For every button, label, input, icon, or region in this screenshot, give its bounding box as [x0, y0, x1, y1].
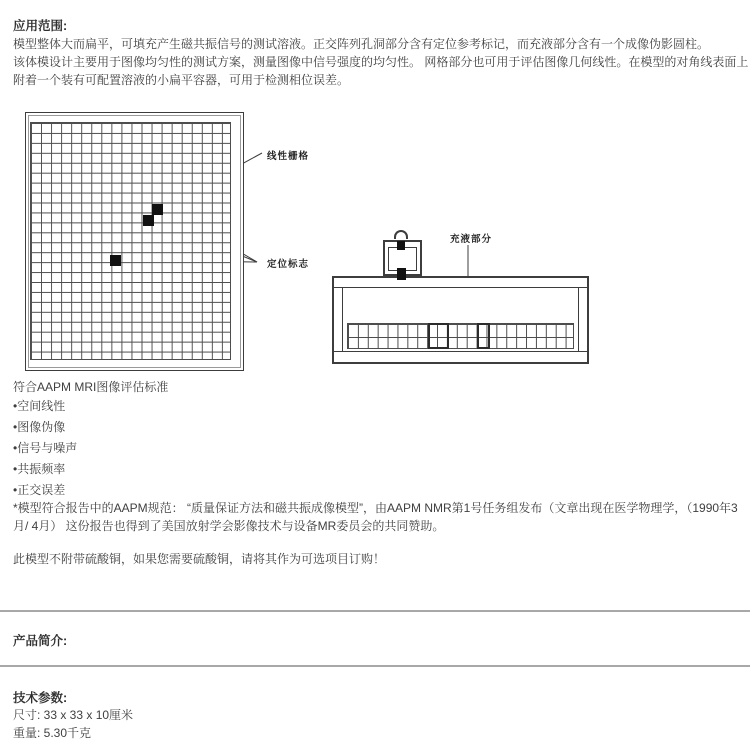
- section-divider: [0, 665, 750, 667]
- copper-sulfate-note: 此模型不附带硫酸铜，如果您需要硫酸铜，请将其作为可选项目订购！: [13, 552, 386, 566]
- position-markers-label: 定位标志: [267, 259, 310, 270]
- application-paragraph-1: 模型整体大而扁平，可填充产生磁共振信号的测试溶液。正交阵列孔洞部分含有定位参考标记，而充液部分含有一个成像伪影圆柱。: [13, 37, 710, 51]
- standards-item: •正交误差: [13, 483, 66, 497]
- position-marker-square: [143, 215, 154, 226]
- side-grid-accent-cell: [428, 323, 449, 349]
- position-marker-square: [152, 204, 163, 215]
- side-bottom-wall: [334, 351, 587, 362]
- side-right-wall: [578, 288, 579, 351]
- side-left-wall: [342, 288, 343, 351]
- side-top-wall: [334, 278, 587, 288]
- spec-dimensions: 尺寸: 33 x 33 x 10厘米: [13, 708, 134, 722]
- specs-heading: 技术参数:: [13, 691, 68, 705]
- container-plug-top: [397, 241, 405, 250]
- linear-grid: [30, 122, 231, 360]
- linear-grid-label: 线性栅格: [267, 151, 310, 162]
- application-paragraph-2: 该体模设计主要用于图像均匀性的测试方案，测量图像中信号强度的均匀性。 网格部分也可用于评估图像几何线性。在模型的对角线表面上附着一个装有可配置溶液的小扁平容器，可用于检测相位误差。: [13, 55, 749, 87]
- side-grid-strip: [347, 323, 574, 349]
- standards-intro: 符合AAPM MRI图像评估标准: [13, 380, 169, 394]
- standards-item: •信号与噪声: [13, 441, 78, 455]
- fill-section-label: 充液部分: [450, 234, 493, 245]
- position-marker-square: [110, 255, 121, 266]
- application-scope-heading: 应用范围:: [13, 19, 68, 33]
- container-plug-bottom: [397, 268, 406, 280]
- standards-item: •图像伪像: [13, 420, 66, 434]
- aapm-note: *模型符合报告中的AAPM规范： “质量保证方法和磁共振成像模型”，由AAPM NMR第1号任务组发布（文章出现在医学物理学，（1990年3月/ 4月） 这份报告也得到了美国放射学会影像技术与设备MR委员会的共同赞助。: [13, 501, 738, 533]
- spec-weight: 重量: 5.30千克: [13, 726, 92, 740]
- phantom-side-view-figure: [332, 276, 589, 364]
- container-handle-arc: [394, 230, 408, 239]
- product-intro-heading: 产品简介:: [13, 634, 68, 648]
- standards-item: •空间线性: [13, 399, 66, 413]
- side-grid-accent-cell: [477, 323, 490, 349]
- phantom-front-view-figure: [25, 112, 244, 371]
- standards-item: •共振频率: [13, 462, 66, 476]
- section-divider: [0, 610, 750, 612]
